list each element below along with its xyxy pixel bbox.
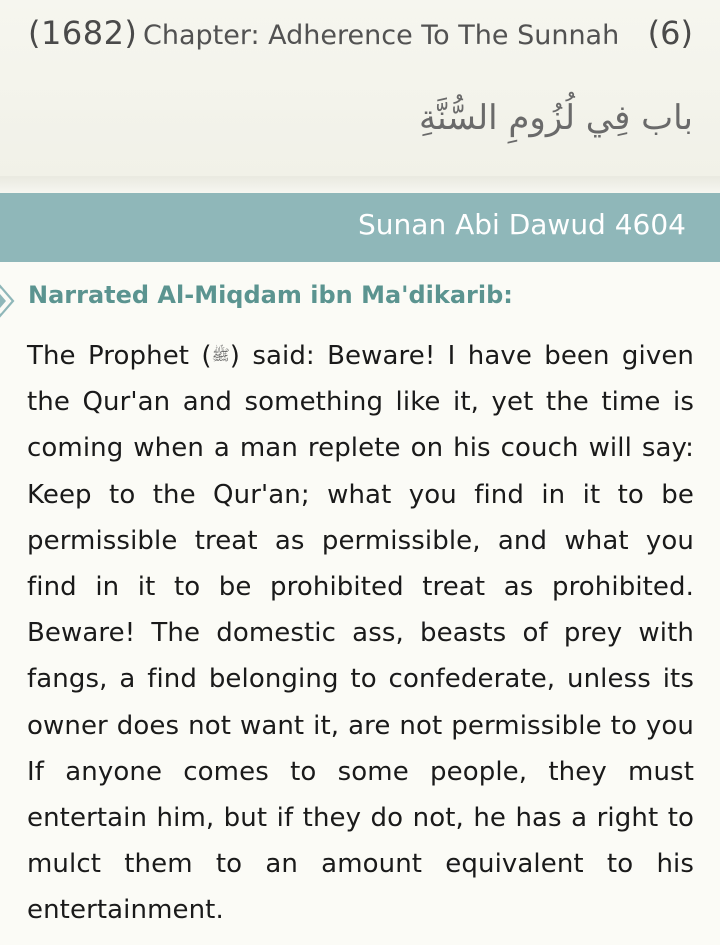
chapter-arabic-title: باب فِي لُزُومِ السُّنَّةِ: [418, 98, 693, 138]
chapter-header: [0, 0, 720, 178]
chapter-title: Chapter: Adherence To The Sunnah: [143, 20, 620, 51]
narrator-line: Narrated Al-Miqdam ibn Ma'dikarib:: [28, 281, 513, 309]
reference-bar[interactable]: [0, 193, 720, 262]
hadith-text: [27, 333, 694, 934]
reference-label[interactable]: Sunan Abi Dawud 4604: [358, 208, 686, 241]
chapter-number: (1682): [28, 14, 138, 52]
book-number: (6): [647, 14, 693, 52]
ornament-icon: [0, 284, 16, 318]
header-divider: [0, 176, 720, 194]
hadith-text-body: ) said: Beware! I have been given the Qur'an and something like it, yet the time is coming when a man replete on his couch will say: Keep to the Qur'an; what you find in it to be permissible treat as permissible, and what you find in it to be prohibited treat as prohibited. Beware! The domestic ass, beasts of prey with fangs, a find belonging to confederate, unless its owner does not want it, are not permissible to you If anyone comes to some people, they must entertain him, but if they do not, he has a right to mulct them to an amount equivalent to his entertainment.: [27, 341, 695, 926]
salawat-glyph: ﷺ: [211, 346, 230, 364]
hadith-text-start: The Prophet (: [27, 341, 212, 371]
